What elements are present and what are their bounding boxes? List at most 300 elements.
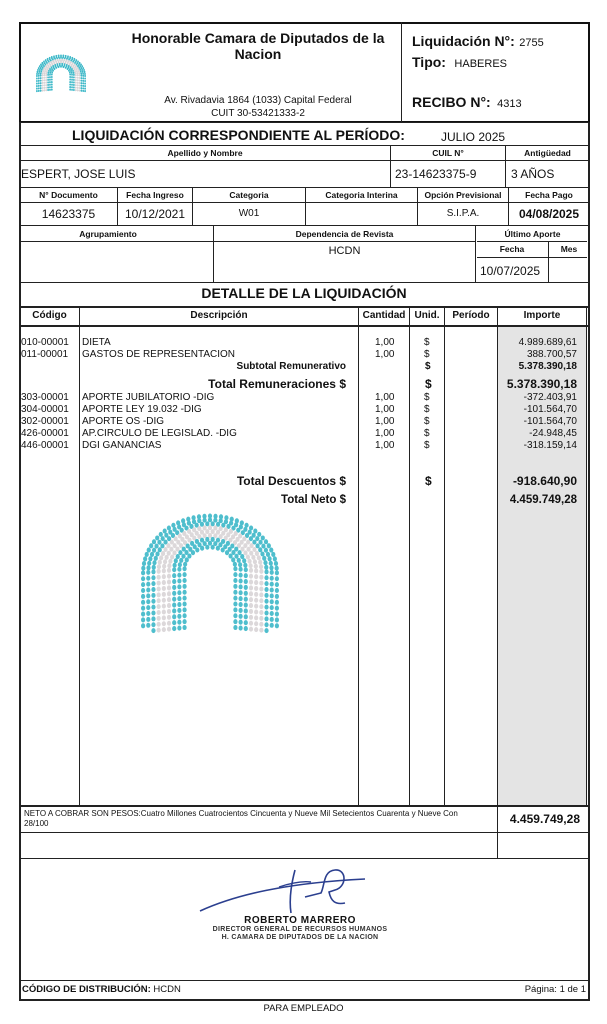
logo-dot [264, 593, 268, 598]
distribution-code [22, 984, 181, 995]
divider [19, 160, 589, 161]
logo-dot [182, 602, 186, 607]
logo-dot [49, 81, 51, 83]
logo-dot [82, 90, 84, 92]
logo-dot [75, 79, 77, 81]
logo-dot [52, 70, 54, 72]
divider [19, 145, 589, 146]
logo-dot [81, 69, 83, 71]
logo-dot [233, 596, 237, 601]
divider [19, 225, 589, 226]
logo-dot [146, 582, 150, 587]
dependencia-label: Dependencia de Revista [295, 229, 394, 239]
logo-dot [54, 68, 56, 70]
logo-dot [249, 568, 253, 573]
row-descripcion: AP.CIRCULO DE LEGISLAD. -DIG [82, 428, 237, 439]
logo-dot [141, 612, 145, 617]
logo-dot [58, 66, 60, 68]
logo-dot [49, 89, 51, 91]
logo-dot [244, 603, 248, 608]
agrupamiento-label: Agrupamiento [79, 229, 137, 239]
divider [19, 306, 589, 308]
logo-dot [160, 543, 164, 548]
row-importe: -101.564,70 [523, 416, 577, 427]
logo-dot [42, 74, 44, 76]
logo-dot [177, 608, 181, 613]
logo-dot [237, 558, 241, 563]
logo-dot [275, 570, 279, 575]
logo-dot [239, 620, 243, 625]
logo-dot [70, 70, 72, 72]
logo-dot [264, 565, 268, 570]
logo-dot [233, 619, 237, 624]
logo-dot [239, 573, 243, 578]
logo-dot [172, 620, 176, 625]
logo-dot [75, 87, 77, 89]
logo-dot [208, 525, 212, 530]
logo-dot [154, 544, 158, 549]
logo-dot [146, 593, 150, 598]
logo-dot [71, 84, 73, 86]
logo-dot [77, 74, 79, 76]
column-divider [358, 306, 359, 805]
logo-dot [233, 607, 237, 612]
logo-dot [155, 551, 159, 556]
logo-dot [69, 73, 71, 75]
recibo-number [412, 94, 522, 112]
logo-dot [270, 611, 274, 616]
logo-dot [162, 615, 166, 620]
signatory-title: DIRECTOR GENERAL DE RECURSOS HUMANOS [212, 926, 388, 933]
row-unid: $ [424, 337, 430, 348]
logo-dot [84, 85, 86, 87]
logo-dot [162, 609, 166, 614]
total-descuentos-unid: $ [425, 474, 432, 488]
neto-a-cobrar-text: NETO A COBRAR SON PESOS:Cuatro Millones Cuatrocientos Cincuenta y Nueve Mil Setecientos Cuarenta y Nueve Con 28/100 [24, 809, 458, 828]
logo-dot [43, 82, 45, 84]
logo-dot [176, 554, 180, 559]
logo-dot [157, 575, 161, 580]
logo-dot [259, 564, 263, 569]
logo-dot [225, 550, 229, 555]
logo-dot [154, 556, 158, 561]
divider [19, 980, 589, 981]
col-header-codigo: Código [32, 310, 67, 321]
logo-dot [254, 621, 258, 626]
logo-dot [44, 72, 46, 74]
logo-dot [259, 592, 263, 597]
logo-dot [157, 569, 161, 574]
logo-dot [233, 602, 237, 607]
logo-dot [275, 594, 279, 599]
logo-dot [71, 79, 73, 81]
logo-dot [244, 626, 248, 631]
row-cantidad: 1,00 [375, 428, 395, 439]
logo-dot [84, 75, 86, 77]
row-codigo: 446-00001 [21, 440, 69, 451]
recibo-value: 4313 [497, 98, 522, 110]
col-header-cantidad: Cantidad [362, 310, 406, 321]
logo-dot [275, 623, 279, 628]
logo-dot [174, 558, 178, 563]
logo-dot [172, 614, 176, 619]
logo-dot [251, 555, 255, 560]
logo-dot [73, 72, 75, 74]
logo-dot [264, 628, 268, 633]
logo-dot [84, 71, 86, 73]
logo-dot [36, 82, 38, 84]
logo-dot [162, 568, 166, 573]
logo-dot [162, 586, 166, 591]
logo-dot [73, 79, 75, 81]
logo-dot [47, 86, 49, 88]
logo-dot [42, 82, 44, 84]
logo-dot [269, 548, 273, 553]
logo-dot [167, 574, 171, 579]
logo-dot [249, 597, 253, 602]
divider [19, 187, 589, 188]
column-divider [409, 306, 410, 805]
logo-dot [162, 580, 166, 585]
logo-dot [249, 563, 253, 568]
logo-dot [75, 82, 77, 84]
logo-dot [44, 70, 46, 72]
logo-dot [36, 75, 38, 77]
subtotal-unid: $ [425, 361, 431, 372]
total-neto-value: 4.459.749,28 [509, 494, 577, 506]
row-cantidad: 1,00 [375, 404, 395, 415]
logo-dot [78, 70, 80, 72]
logo-dot [38, 85, 40, 87]
logo-dot [270, 623, 274, 628]
logo-dot [170, 554, 174, 559]
logo-dot [257, 532, 261, 537]
logo-dot [275, 566, 279, 571]
logo-dot [78, 72, 80, 74]
logo-dot [239, 567, 243, 572]
row-importe: -318.159,14 [523, 440, 577, 451]
logo-dot [270, 599, 274, 604]
logo-dot [275, 588, 279, 593]
logo-dot [82, 73, 84, 75]
logo-dot [268, 556, 272, 561]
divider [477, 257, 587, 258]
logo-dot [178, 562, 182, 567]
logo-dot [258, 540, 262, 545]
distribution-label: CÓDIGO DE DISTRIBUCIÓN: [22, 984, 151, 995]
row-unid: $ [424, 404, 430, 415]
logo-dot [143, 556, 147, 561]
logo-dot [141, 606, 145, 611]
fecha-ingreso-value: 10/12/2021 [124, 207, 186, 221]
opcion-previsional-label: Opción Previsional [424, 190, 502, 200]
logo-dot [37, 69, 39, 71]
logo-dot [80, 80, 82, 82]
logo-dot [270, 582, 274, 587]
divider [213, 241, 475, 242]
logo-dot [77, 72, 79, 74]
logo-dot [264, 622, 268, 627]
logo-dot [49, 86, 51, 88]
categoria-label: Categoria [229, 190, 269, 200]
logo-dot [182, 613, 186, 618]
liquidacion-value: 2755 [519, 37, 544, 49]
divider [19, 202, 589, 203]
logo-dot [49, 79, 51, 81]
divider [19, 832, 589, 833]
row-cantidad: 1,00 [375, 337, 395, 348]
total-descuentos-value: -918.640,90 [512, 474, 577, 488]
logo-dot [246, 554, 250, 559]
logo-dot [73, 76, 75, 78]
logo-dot [259, 586, 263, 591]
logo-dot [157, 616, 161, 621]
logo-dot [80, 73, 82, 75]
logo-dot [255, 543, 259, 548]
logo-dot [38, 73, 40, 75]
logo-dot [38, 87, 40, 89]
column-divider [586, 306, 587, 805]
logo-dot [75, 89, 77, 91]
logo-dot [167, 563, 171, 568]
logo-dot [77, 69, 79, 71]
logo-dot [162, 574, 166, 579]
logo-dot [75, 74, 77, 76]
ua-mes-label: Mes [560, 244, 578, 254]
ua-fecha-label: Fecha [499, 244, 525, 254]
logo-dot [79, 74, 81, 76]
logo-dot [141, 588, 145, 593]
logo-dot [157, 628, 161, 633]
logo-dot [145, 552, 149, 557]
logo-dot [259, 581, 263, 586]
logo-dot [39, 65, 41, 67]
logo-dot [152, 565, 156, 570]
logo-dot [73, 86, 75, 88]
row-unid: $ [424, 428, 430, 439]
logo-dot [237, 550, 241, 555]
name-label: Apellido y Nombre [167, 148, 243, 158]
logo-dot [74, 70, 76, 72]
logo-dot [169, 547, 173, 552]
logo-dot [71, 72, 73, 74]
logo-dot [68, 70, 70, 72]
logo-dot [177, 626, 181, 631]
logo-dot [275, 617, 279, 622]
logo-dot [42, 79, 44, 81]
logo-dot [246, 547, 250, 552]
logo-dot [239, 584, 243, 589]
logo-dot [233, 572, 237, 577]
name-value: ESPERT, JOSE LUIS [21, 167, 136, 181]
logo-dot [38, 90, 40, 92]
logo-dot [157, 540, 161, 545]
logo-dot [141, 617, 145, 622]
logo-dot [45, 89, 47, 91]
logo-dot [221, 548, 225, 553]
logo-dot [43, 84, 45, 86]
logo-dot [146, 570, 150, 575]
logo-dot [51, 76, 53, 78]
logo-dot [71, 86, 73, 88]
logo-dot [258, 560, 262, 565]
logo-dot [166, 543, 170, 548]
neto-a-cobrar-value: 4.459.749,28 [509, 812, 580, 826]
header-divider [401, 22, 402, 122]
logo-dot [172, 591, 176, 596]
logo-dot [259, 604, 263, 609]
logo-dot [273, 556, 277, 561]
logo-dot [233, 590, 237, 595]
page-number: Página: 1 de 1 [524, 984, 586, 995]
logo-dot [261, 544, 265, 549]
logo-dot [69, 86, 71, 88]
row-descripcion: APORTE JUBILATORIO -DIG [82, 392, 215, 403]
period-label: LIQUIDACIÓN CORRESPONDIENTE AL PERÍODO: [72, 127, 405, 143]
logo-dot [79, 84, 81, 86]
tipo-value: HABERES [454, 58, 507, 70]
logo-dot [249, 621, 253, 626]
logo-dot [270, 570, 274, 575]
logo-dot [177, 584, 181, 589]
logo-dot [157, 604, 161, 609]
logo-dot [78, 67, 80, 69]
logo-dot [254, 615, 258, 620]
logo-dot [49, 72, 51, 74]
logo-dot [261, 535, 265, 540]
logo-dot [47, 72, 49, 74]
logo-dot [167, 585, 171, 590]
logo-dot [79, 77, 81, 79]
logo-dot [167, 621, 171, 626]
logo-dot [182, 607, 186, 612]
logo-dot [239, 602, 243, 607]
subtotal-label: Subtotal Remunerativo [236, 361, 346, 372]
chamber-logo [35, 40, 87, 96]
logo-dot [77, 84, 79, 86]
logo-dot [47, 76, 49, 78]
logo-dot [141, 576, 145, 581]
row-codigo: 303-00001 [21, 392, 69, 403]
logo-dot [82, 85, 84, 87]
divider [548, 241, 549, 282]
logo-dot [177, 620, 181, 625]
logo-dot [83, 69, 85, 71]
logo-dot [77, 77, 79, 79]
logo-dot [264, 587, 268, 592]
row-codigo: 426-00001 [21, 428, 69, 439]
row-descripcion: APORTE LEY 19.032 -DIG [82, 404, 202, 415]
logo-dot [172, 608, 176, 613]
logo-dot [275, 582, 279, 587]
logo-dot [47, 84, 49, 86]
logo-dot [274, 561, 278, 566]
col-header-descripcion: Descripción [190, 310, 248, 321]
logo-dot [208, 541, 212, 546]
logo-dot [233, 613, 237, 618]
logo-dot [168, 559, 172, 564]
logo-dot [182, 578, 186, 583]
logo-dot [42, 77, 44, 79]
logo-dot [82, 80, 84, 82]
row-codigo: 302-00001 [21, 416, 69, 427]
logo-dot [167, 627, 171, 632]
logo-dot [187, 554, 191, 559]
logo-dot [36, 71, 38, 73]
logo-dot [51, 81, 53, 83]
logo-dot [51, 89, 53, 91]
logo-dot [79, 87, 81, 89]
logo-dot [151, 575, 155, 580]
logo-dot [254, 564, 258, 569]
logo-dot [46, 72, 48, 74]
logo-dot [254, 574, 258, 579]
logo-dot [146, 617, 150, 622]
logo-dot [73, 81, 75, 83]
logo-dot [172, 585, 176, 590]
liquidacion-number [412, 33, 544, 51]
logo-dot [73, 84, 75, 86]
logo-dot [157, 581, 161, 586]
logo-dot [40, 87, 42, 89]
fecha-ingreso-label: Fecha Ingreso [126, 190, 184, 200]
logo-dot [177, 602, 181, 607]
logo-dot [208, 517, 212, 522]
logo-dot [167, 551, 171, 556]
logo-dot [146, 611, 150, 616]
logo-dot [239, 608, 243, 613]
logo-dot [80, 71, 82, 73]
logo-dot [167, 591, 171, 596]
logo-dot [75, 68, 77, 70]
logo-dot [82, 87, 84, 89]
logo-dot [172, 550, 176, 555]
logo-dot [162, 598, 166, 603]
institution-address: Av. Rivadavia 1864 (1033) Capital Federal [164, 95, 352, 106]
column-divider [444, 306, 445, 805]
total-remuneraciones-label: Total Remuneraciones $ [208, 377, 346, 391]
divider [477, 241, 587, 242]
logo-dot [45, 79, 47, 81]
col-header-periodo: Período [452, 310, 490, 321]
logo-dot [36, 85, 38, 87]
logo-dot [177, 590, 181, 595]
logo-dot [38, 82, 40, 84]
copy-label: PARA EMPLEADO [263, 1003, 344, 1014]
logo-dot [233, 562, 237, 567]
logo-dot [36, 73, 38, 75]
row-codigo: 010-00001 [21, 337, 69, 348]
logo-dot [240, 554, 244, 559]
logo-dot [233, 566, 237, 571]
logo-dot [211, 545, 215, 550]
logo-dot [258, 547, 262, 552]
total-remuneraciones-value: 5.378.390,18 [506, 377, 577, 391]
logo-dot [271, 552, 275, 557]
logo-dot [60, 66, 62, 68]
logo-dot [244, 573, 248, 578]
logo-dot [38, 71, 40, 73]
logo-dot [81, 65, 83, 67]
logo-dot [162, 564, 166, 569]
logo-dot [151, 628, 155, 633]
logo-dot [249, 580, 253, 585]
logo-dot [84, 77, 86, 79]
logo-dot [262, 556, 266, 561]
logo-dot [234, 554, 238, 559]
logo-dot [264, 581, 268, 586]
logo-dot [80, 82, 82, 84]
